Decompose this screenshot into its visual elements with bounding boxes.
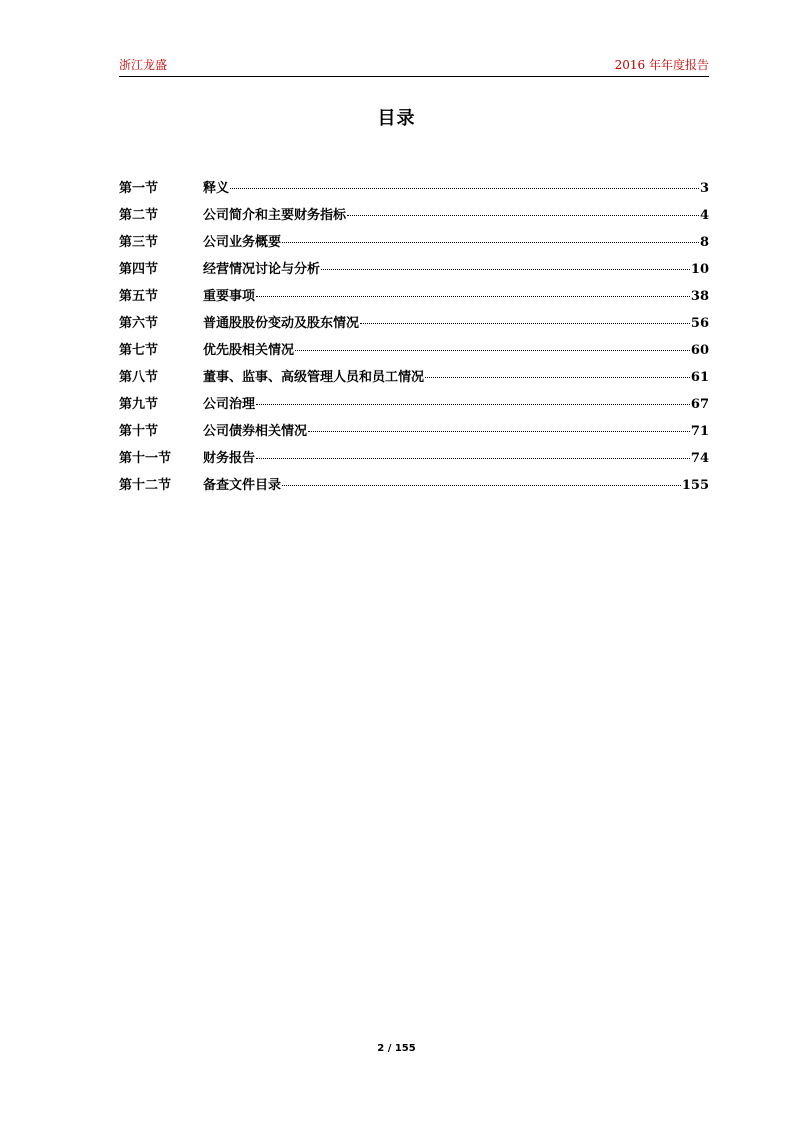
header-report-title: 2016 年年度报告	[614, 58, 709, 72]
toc-section-number: 第三节	[119, 234, 159, 250]
header-company-name: 浙江龙盛	[119, 58, 168, 72]
toc-section-title: 释义	[203, 180, 230, 196]
toc-entry[interactable]	[119, 391, 709, 418]
toc-section-number: 第十一节	[119, 450, 172, 466]
toc-section-title: 普通股股份变动及股东情况	[203, 315, 360, 331]
toc-section-number: 第六节	[119, 315, 159, 331]
toc-section-title: 公司简介和主要财务指标	[203, 207, 347, 223]
toc-entry[interactable]	[119, 202, 709, 229]
toc-page-number: 38	[690, 288, 709, 304]
toc-dot-leader	[308, 431, 690, 432]
toc-dot-leader	[321, 269, 690, 270]
toc-dot-leader	[347, 215, 699, 216]
toc-section-title: 公司业务概要	[203, 234, 282, 250]
toc-section-number: 第一节	[119, 180, 159, 196]
toc-section-title: 财务报告	[203, 450, 256, 466]
toc-section-title: 公司治理	[203, 396, 256, 412]
toc-entry[interactable]	[119, 283, 709, 310]
toc-entry[interactable]	[119, 175, 709, 202]
toc-entry[interactable]	[119, 310, 709, 337]
toc-dot-leader	[282, 242, 699, 243]
toc-page-number: 8	[699, 234, 709, 250]
toc-section-title: 备查文件目录	[203, 477, 282, 493]
toc-section-number: 第五节	[119, 288, 159, 304]
toc-section-number: 第八节	[119, 369, 159, 385]
toc-page-number: 155	[681, 477, 709, 493]
page-header	[119, 58, 709, 77]
toc-entry[interactable]	[119, 337, 709, 364]
toc-section-title: 重要事项	[203, 288, 256, 304]
toc-dot-leader	[230, 188, 699, 189]
toc-page-number: 10	[690, 261, 709, 277]
toc-page-number: 4	[699, 207, 709, 223]
toc-dot-leader	[425, 377, 690, 378]
toc-section-title: 经营情况讨论与分析	[203, 261, 321, 277]
toc-dot-leader	[256, 296, 690, 297]
toc-section-title: 董事、监事、高级管理人员和员工情况	[203, 369, 425, 385]
toc-entry[interactable]	[119, 445, 709, 472]
toc-section-number: 第四节	[119, 261, 159, 277]
toc-page-number: 60	[690, 342, 709, 358]
table-of-contents	[119, 175, 709, 499]
toc-section-title: 优先股相关情况	[203, 342, 295, 358]
toc-page-number: 74	[690, 450, 709, 466]
toc-section-number: 第七节	[119, 342, 159, 358]
toc-section-number: 第九节	[119, 396, 159, 412]
toc-entry[interactable]	[119, 256, 709, 283]
toc-entry[interactable]	[119, 418, 709, 445]
toc-dot-leader	[256, 404, 690, 405]
toc-dot-leader	[295, 350, 690, 351]
toc-entry[interactable]	[119, 229, 709, 256]
toc-section-title: 公司债券相关情况	[203, 423, 308, 439]
toc-dot-leader	[282, 485, 681, 486]
toc-dot-leader	[256, 458, 690, 459]
toc-entry[interactable]	[119, 472, 709, 499]
toc-entry[interactable]	[119, 364, 709, 391]
toc-page-number: 56	[690, 315, 709, 331]
toc-page-number: 61	[690, 369, 709, 385]
toc-section-number: 第十二节	[119, 477, 172, 493]
page-footer-number: 2 / 155	[377, 1043, 416, 1054]
toc-page-number: 3	[699, 180, 709, 196]
toc-page-number: 71	[690, 423, 709, 439]
toc-section-number: 第二节	[119, 207, 159, 223]
page-title: 目录	[377, 108, 416, 129]
toc-page-number: 67	[690, 396, 709, 412]
toc-section-number: 第十节	[119, 423, 159, 439]
toc-dot-leader	[360, 323, 690, 324]
